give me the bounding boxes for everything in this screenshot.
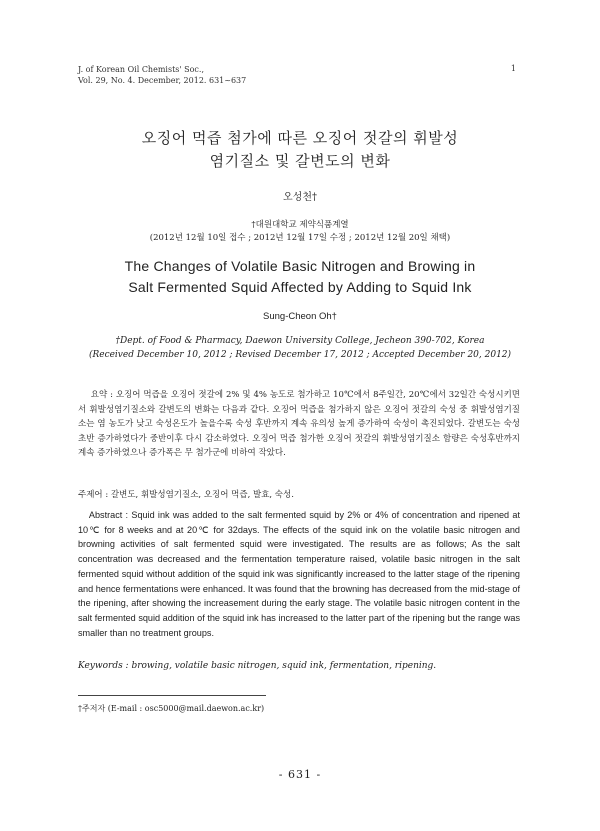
english-abstract: Abstract : Squid ink was added to the salt fermented squid by 2% or 4% of concentration and ripened at 10℃ for 8 weeks and at 20℃ for 32days. The effects of the squid ink on the volatile basic nitrogen and browning activities of salt fermented squid were investigated. The results are as follows; As the salt concentration was decreased and the fermentation temperature raised, volatile basic nitrogen in the salt fermented squid without addition of the squid ink was significantly increased to the latter stage of the ripening and hence fermentations were enhanced. It was found that the browning has decreased from the mid-stage of the ripening, after showing the increasement during the early stage. The volatile basic nitrogen content in the salt fermented squid addition of the squid ink has increased to the latter part of the ripening but the range was smaller than no treatment groups.: [78, 510, 520, 638]
journal-name: J. of Korean Oil Chemists' Soc.,: [78, 65, 204, 74]
english-title-line1: The Changes of Volatile Basic Nitrogen and Browing in: [124, 258, 476, 274]
korean-abstract: 요약 : 오징어 먹즙을 오징어 젓갈에 2% 및 4% 농도로 첨가하고 10℃에서 8주일간, 20℃에서 32일간 숙성시키면서 휘발성염기질소와 갈변도의 변화는 다음과 같다. 오징어 먹즙을 첨가하지 않은 오징어 젓갈의 숙성 중 휘발성염기질소는 염 농도가 낮고 숙성온도가 높을수록 숙성 후반까지 계속 유의성 높게 증가하여 숙성이 촉진되었다. 갈변도는 숙성초반 증가하였다가 중반이후 다시 감소하였다. 오징어 먹즙 첨가한 오징어 젓갈의 휘발성염기질소 함량은 숙성후반까지 계속 증가하였으나 증가폭은 무 첨가군에 비하여 작았다.: [78, 390, 520, 458]
page-marker: 1: [510, 64, 516, 73]
korean-author: 오성천†: [283, 192, 317, 203]
english-title-line2: Salt Fermented Squid Affected by Adding to Squid Ink: [128, 279, 472, 295]
journal-info: [78, 64, 246, 86]
english-author: Sung-Cheon Oh†: [263, 311, 337, 322]
footnote-divider: [78, 695, 266, 696]
korean-affiliation: †대원대학교 제약식품계열: [251, 220, 349, 230]
english-affiliation: †Dept. of Food & Pharmacy, Daewon University College, Jecheon 390-702, Korea: [115, 336, 485, 346]
journal-volume: Vol. 29, No. 4. December, 2012. 631~637: [78, 76, 247, 85]
english-keywords: Keywords : browing, volatile basic nitrogen, squid ink, fermentation, ripening.: [78, 661, 437, 671]
english-received-dates: (Received December 10, 2012 ; Revised December 17, 2012 ; Accepted December 20, 2012): [88, 350, 512, 360]
footnote-email: †주저자 (E-mail : osc5000@mail.daewon.ac.kr): [78, 704, 265, 713]
english-title: [0, 256, 600, 298]
korean-title-line2: 염기질소 및 갈변도의 변화: [209, 152, 391, 170]
korean-keywords: 주제어 : 갈변도, 휘발성염기질소, 오징어 먹즙, 발효, 숙성.: [78, 490, 294, 500]
korean-affiliation-block: [0, 219, 600, 245]
korean-title: [0, 127, 600, 173]
page-number: - 631 -: [278, 768, 322, 781]
korean-title-line1: 오징어 먹즙 첨가에 따른 오징어 젓갈의 휘발성: [141, 129, 459, 147]
korean-received-dates: (2012년 12월 10일 접수 ; 2012년 12월 17일 수정 ; 2012년 12월 20일 채택): [149, 233, 451, 243]
english-affiliation-block: [0, 334, 600, 362]
